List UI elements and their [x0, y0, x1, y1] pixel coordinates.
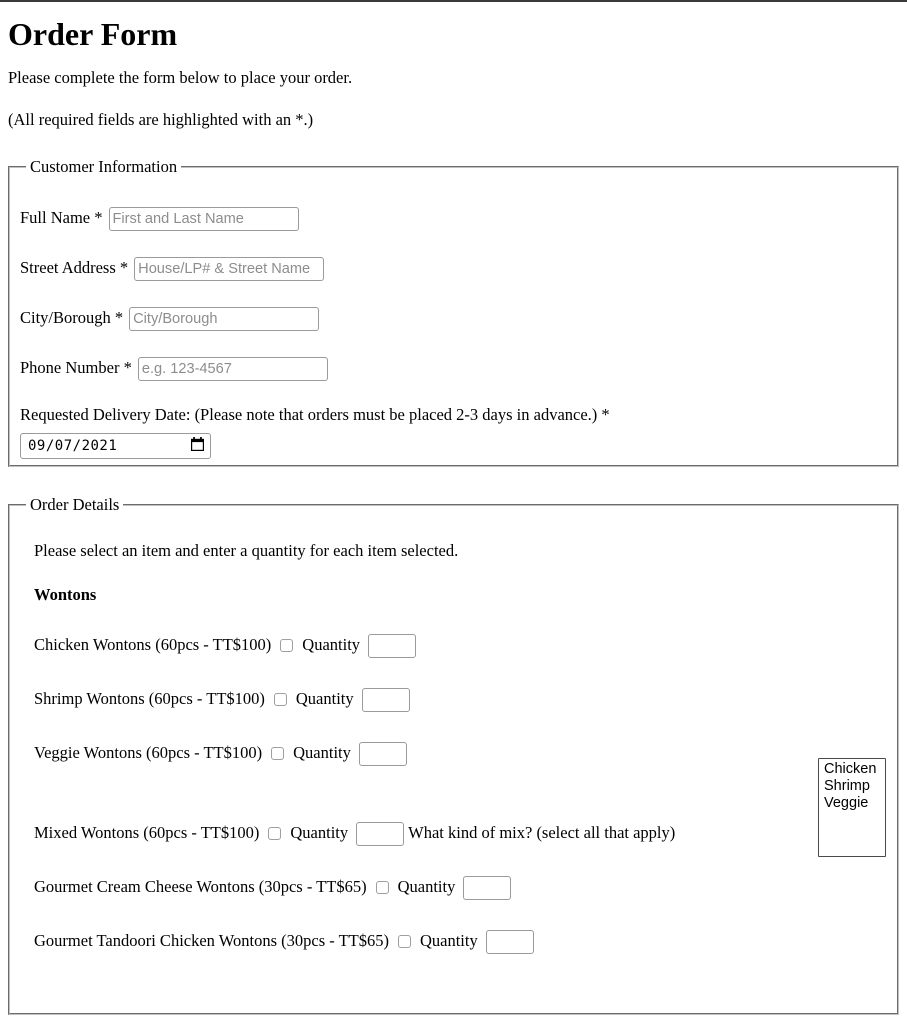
quantity-label: Quantity	[419, 931, 478, 951]
full-name-label: Full Name *	[20, 208, 103, 228]
wontons-group-heading: Wontons	[34, 585, 97, 605]
item-label: Gourmet Cream Cheese Wontons (30pcs - TT$65)	[34, 877, 367, 897]
item-row-shrimp-wontons	[34, 688, 887, 712]
item-label: Shrimp Wontons (60pcs - TT$100)	[34, 689, 265, 709]
mix-option[interactable]	[822, 795, 884, 812]
quantity-label: Quantity	[293, 743, 351, 763]
phone-number-input[interactable]	[138, 357, 328, 381]
quantity-input-gourmet-cream-cheese-wontons[interactable]	[463, 876, 511, 900]
item-checkbox-chicken-wontons[interactable]	[280, 639, 293, 652]
quantity-input-veggie-wontons[interactable]	[359, 742, 407, 766]
quantity-input-shrimp-wontons[interactable]	[362, 688, 410, 712]
quantity-label: Quantity	[295, 689, 354, 709]
item-checkbox-gourmet-tandoori-chicken-wontons[interactable]	[398, 935, 411, 948]
street-address-row	[20, 257, 887, 281]
item-row-gourmet-tandoori-chicken-wontons	[34, 930, 887, 954]
mix-option[interactable]	[822, 761, 884, 778]
full-name-input[interactable]	[109, 207, 299, 231]
mix-option[interactable]	[822, 778, 884, 795]
item-row-gourmet-cream-cheese-wontons	[34, 876, 887, 900]
customer-information-section	[8, 157, 899, 467]
mix-type-select[interactable]	[818, 758, 886, 857]
customer-information-legend: Customer Information	[30, 156, 178, 176]
item-row-mixed-wontons	[34, 822, 887, 846]
order-instructions: Please select an item and enter a quantity for each item selected.	[34, 540, 459, 560]
delivery-date-label: Requested Delivery Date: (Please note that orders must be placed 2-3 days in advance.) *	[20, 404, 610, 424]
order-details-section	[8, 495, 899, 1015]
item-checkbox-shrimp-wontons[interactable]	[274, 693, 287, 706]
item-checkbox-gourmet-cream-cheese-wontons[interactable]	[376, 881, 389, 894]
order-details-legend: Order Details	[30, 494, 120, 514]
item-label: Chicken Wontons (60pcs - TT$100)	[34, 635, 272, 655]
city-borough-row	[20, 307, 887, 331]
quantity-label: Quantity	[290, 823, 349, 843]
page-title: Order Form	[8, 16, 178, 52]
quantity-label: Quantity	[302, 635, 361, 655]
phone-number-label: Phone Number *	[20, 358, 132, 378]
quantity-input-gourmet-tandoori-chicken-wontons[interactable]	[486, 930, 534, 954]
order-form-page	[8, 2, 899, 1015]
item-label: Veggie Wontons (60pcs - TT$100)	[34, 743, 263, 763]
item-checkbox-mixed-wontons[interactable]	[268, 827, 281, 840]
full-name-row	[20, 207, 887, 231]
street-address-input[interactable]	[134, 257, 324, 281]
item-label: Mixed Wontons (60pcs - TT$100)	[34, 823, 260, 843]
delivery-date-block	[20, 404, 887, 460]
city-borough-label: City/Borough *	[20, 308, 124, 328]
quantity-label: Quantity	[397, 877, 456, 897]
item-row-chicken-wontons	[34, 634, 887, 658]
delivery-date-value: 09/07/2021	[28, 438, 118, 455]
phone-number-row	[20, 357, 887, 381]
intro-text-primary: Please complete the form below to place your order.	[8, 67, 353, 87]
city-borough-input[interactable]	[129, 307, 319, 331]
mix-question-label: What kind of mix? (select all that apply)	[408, 823, 676, 843]
delivery-date-input[interactable]	[20, 433, 211, 459]
calendar-icon[interactable]	[191, 437, 204, 456]
item-row-veggie-wontons	[34, 742, 887, 766]
intro-text-required-note: (All required fields are highlighted with an *.)	[8, 110, 314, 130]
quantity-input-chicken-wontons[interactable]	[368, 634, 416, 658]
item-checkbox-veggie-wontons[interactable]	[271, 747, 284, 760]
street-address-label: Street Address *	[20, 258, 129, 278]
quantity-input-mixed-wontons[interactable]	[356, 822, 404, 846]
item-label: Gourmet Tandoori Chicken Wontons (30pcs - TT$65)	[34, 931, 389, 951]
